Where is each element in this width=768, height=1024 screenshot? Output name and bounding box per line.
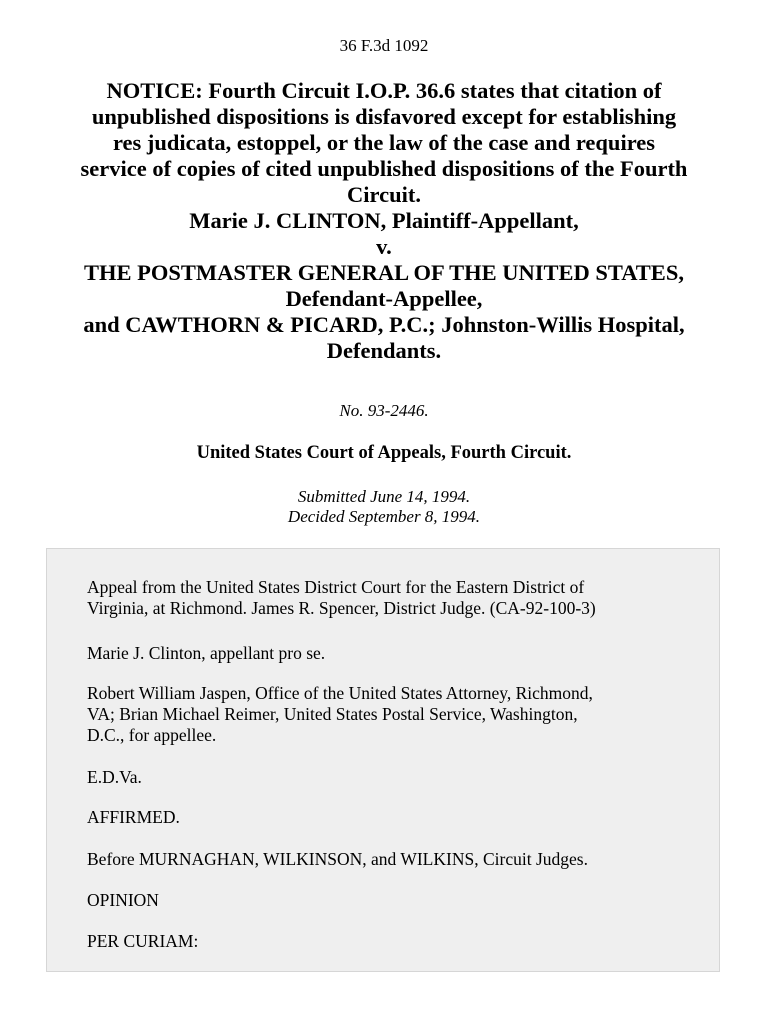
case-citation: 36 F.3d 1092 [339, 36, 429, 55]
notice-line: NOTICE: Fourth Circuit I.O.P. 36.6 states that citation of [106, 78, 662, 103]
district-abbrev: E.D.Va. [87, 767, 142, 787]
other-defendants-role-line: Defendants. [326, 338, 442, 363]
decided-date: Decided September 8, 1994. [287, 507, 481, 526]
case-details-panel [46, 548, 720, 972]
versus-line: v. [376, 234, 392, 259]
notice-line: unpublished dispositions is disfavored except for establishing [91, 104, 677, 129]
appellant-counsel: Marie J. Clinton, appellant pro se. [87, 643, 326, 663]
defendant-role-line: Defendant-Appellee, [285, 286, 483, 311]
opinion-heading: OPINION [87, 890, 159, 910]
appeal-paragraph [87, 577, 687, 619]
appellee-line: VA; Brian Michael Reimer, United States Postal Service, Washington, [87, 704, 578, 724]
plaintiff-line: Marie J. CLINTON, Plaintiff-Appellant, [189, 208, 579, 233]
panel-judges: Before MURNAGHAN, WILKINSON, and WILKINS, Circuit Judges. [87, 849, 588, 869]
appeal-line: Virginia, at Richmond. James R. Spencer, District Judge. (CA-92-100-3) [87, 598, 596, 618]
notice-line: service of copies of cited unpublished dispositions of the Fourth [80, 156, 688, 181]
notice-line: res judicata, estoppel, or the law of the case and requires [112, 130, 656, 155]
appeal-line: Appeal from the United States District Court for the Eastern District of [87, 577, 585, 597]
docket-number: No. 93-2446. [339, 401, 429, 420]
appellee-line: D.C., for appellee. [87, 725, 217, 745]
other-defendants-line: and CAWTHORN & PICARD, P.C.; Johnston-Willis Hospital, [83, 312, 685, 337]
case-caption [30, 78, 738, 364]
disposition: AFFIRMED. [87, 807, 180, 827]
appellee-line: Robert William Jaspen, Office of the United States Attorney, Richmond, [87, 683, 593, 703]
appellee-counsel [87, 683, 687, 746]
case-dates [0, 487, 768, 527]
court-name: United States Court of Appeals, Fourth Circuit. [196, 443, 572, 463]
submitted-date: Submitted June 14, 1994. [297, 487, 471, 506]
notice-line: Circuit. [347, 182, 421, 207]
per-curiam: PER CURIAM: [87, 931, 199, 951]
defendant-line: THE POSTMASTER GENERAL OF THE UNITED STATES, [84, 260, 684, 285]
